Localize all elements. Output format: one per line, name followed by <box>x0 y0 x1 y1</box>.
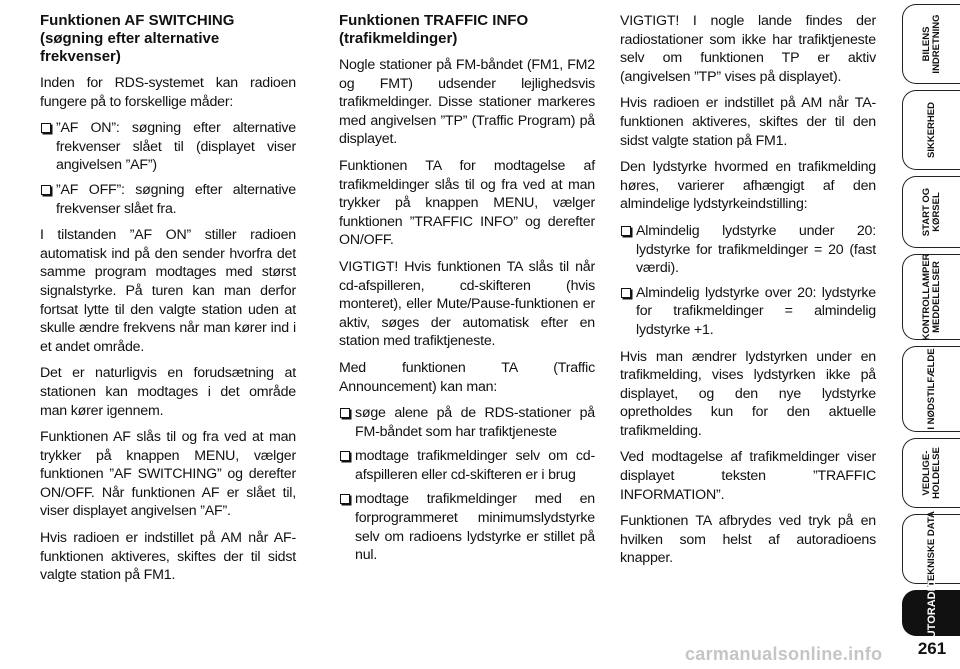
tab-label: KONTROLLAMPER MEDDELELSER <box>920 253 942 341</box>
tab-label: SIKKERHED <box>925 102 937 158</box>
tab-bilens-indretning[interactable] <box>902 4 960 84</box>
bullet-list <box>620 222 876 340</box>
paragraph: Hvis radioen er indstillet på AM når TA-funktionen aktiveres, skiftes der til den sidst valgte station på FM1. <box>620 95 876 149</box>
tab-sikkerhed[interactable] <box>902 90 960 170</box>
list-item: modtage trafikmeldinger med en forprogrammeret minimumslydstyrke selv om radioens lydstyrke er stillet på nul. <box>339 490 595 564</box>
watermark: carmanualsonline.info <box>685 644 883 664</box>
column-af-switching <box>40 12 296 593</box>
paragraph: Hvis radioen er indstillet på AM når AF-funktionen aktiveres, skiftes der til sidst valgte station på FM1. <box>40 530 296 584</box>
bullet-list <box>40 119 296 218</box>
paragraph: Ved modtagelse af trafikmeldinger viser displayet teksten ”TRAFFIC INFORMATION”. <box>620 449 876 503</box>
list-item: ”AF OFF”: søgning efter alternative frekvenser slået fra. <box>40 181 296 218</box>
paragraph: I tilstanden ”AF ON” stiller radioen automatisk ind på den sender hvorfra det samme program modtages med størst signalstyrke. På turen kan man derfor fortsat lytte til den valgte station uden at skulle ændre frekvens når man kører ind i et andet område. <box>40 227 296 355</box>
chapter-tabs <box>898 0 960 669</box>
paragraph: Den lydstyrke hvormed en trafikmelding høres, varierer afhængigt af den almindelige lydstyrkeindstilling: <box>620 159 876 213</box>
section-heading-traffic-info: Funktionen TRAFFIC INFO (trafikmeldinger) <box>339 12 529 47</box>
paragraph: Med funktionen TA (Traffic Announcement) kan man: <box>339 359 595 395</box>
tab-autoradio[interactable] <box>902 579 960 647</box>
column-traffic-info <box>339 12 595 573</box>
paragraph: Inden for RDS-systemet kan radioen fungere på to forskellige måder: <box>40 75 296 110</box>
list-item: søge alene på de RDS-stationer på FM-båndet som har trafiktjeneste <box>339 404 595 441</box>
tab-label: I NØDSTILFÆLDE <box>925 348 937 430</box>
tab-vedligeholdelse[interactable] <box>902 438 960 508</box>
tab-label: AUTORADIO <box>925 579 938 647</box>
paragraph: Funktionen TA afbrydes ved tryk på en hvilken som helst af autoradioens knapper. <box>620 513 876 567</box>
paragraph: Nogle stationer på FM-båndet (FM1, FM2 og FMT) udsender lejlighedsvis trafikmeldinger. Disse stationer markeres med angivelsen ”TP” (Traffic Program) på displayet. <box>339 57 595 148</box>
list-item: ”AF ON”: søgning efter alternative frekvenser slået til (displayet viser angivelsen ”AF”) <box>40 119 296 175</box>
tab-label: TEKNISKE DATA <box>925 511 937 587</box>
column-traffic-info-continued <box>620 12 876 576</box>
list-item: Almindelig lydstyrke over 20: lydstyrke for trafikmeldinger = almindelig lydstyrke +1. <box>620 284 876 340</box>
list-item: Almindelig lydstyrke under 20: lydstyrke for trafikmeldinger = 20 (fast værdi). <box>620 222 876 278</box>
paragraph: Hvis man ændrer lydstyrken under en trafikmelding, vises lydstyrken ikke på displayet, og den nye lydstyrke opretholdes kun for den aktuelle trafikmelding. <box>620 348 876 439</box>
section-heading-af-switching: Funktionen AF SWITCHING (søgning efter alternative frekvenser) <box>40 12 235 65</box>
paragraph: Funktionen TA for modtagelse af trafikmeldinger slås til og fra ved at man trykker på knappen MENU, vælger funktionen ”TRAFFIC INFO” og derefter ON/OFF. <box>339 157 595 249</box>
page-number: 261 <box>917 639 947 658</box>
list-item: modtage trafikmeldinger selv om cd-afspilleren eller cd-skifteren er i brug <box>339 447 595 484</box>
paragraph: VIGTIGT! Hvis funktionen TA slås til når cd-afspilleren, cd-skifteren (hvis monteret), eller Mute/Pause-funktionen er aktiv, søges der automatisk efter en station med trafiktjeneste. <box>339 258 595 350</box>
paragraph: VIGTIGT! I nogle lande findes der radiostationer som ikke har trafiktjeneste selv om funktionen TP er aktiv (angivelsen ”TP” vises på displayet). <box>620 13 876 85</box>
tab-start-og-korsel[interactable] <box>902 176 960 248</box>
tab-label: START OG KØRSEL <box>920 187 942 237</box>
tab-kontrollamper-meddelelser[interactable] <box>902 254 960 340</box>
tab-i-nodstilfaelde[interactable] <box>902 346 960 432</box>
paragraph: Funktionen AF slås til og fra ved at man trykker på knappen MENU, vælger funktionen ”AF SWITCHING” og derefter ON/OFF. Når funktionen AF er slået til, viser displayet angivelsen ”AF”. <box>40 429 296 520</box>
tab-tekniske-data[interactable] <box>902 511 960 587</box>
paragraph: Det er naturligvis en forudsætning at stationen kan modtages i det område man kører igennem. <box>40 365 296 419</box>
tab-label: VEDLIGE- HOLDELSE <box>920 447 942 499</box>
bullet-list <box>339 404 595 565</box>
tab-label: BILENS INDRETNING <box>920 14 942 74</box>
